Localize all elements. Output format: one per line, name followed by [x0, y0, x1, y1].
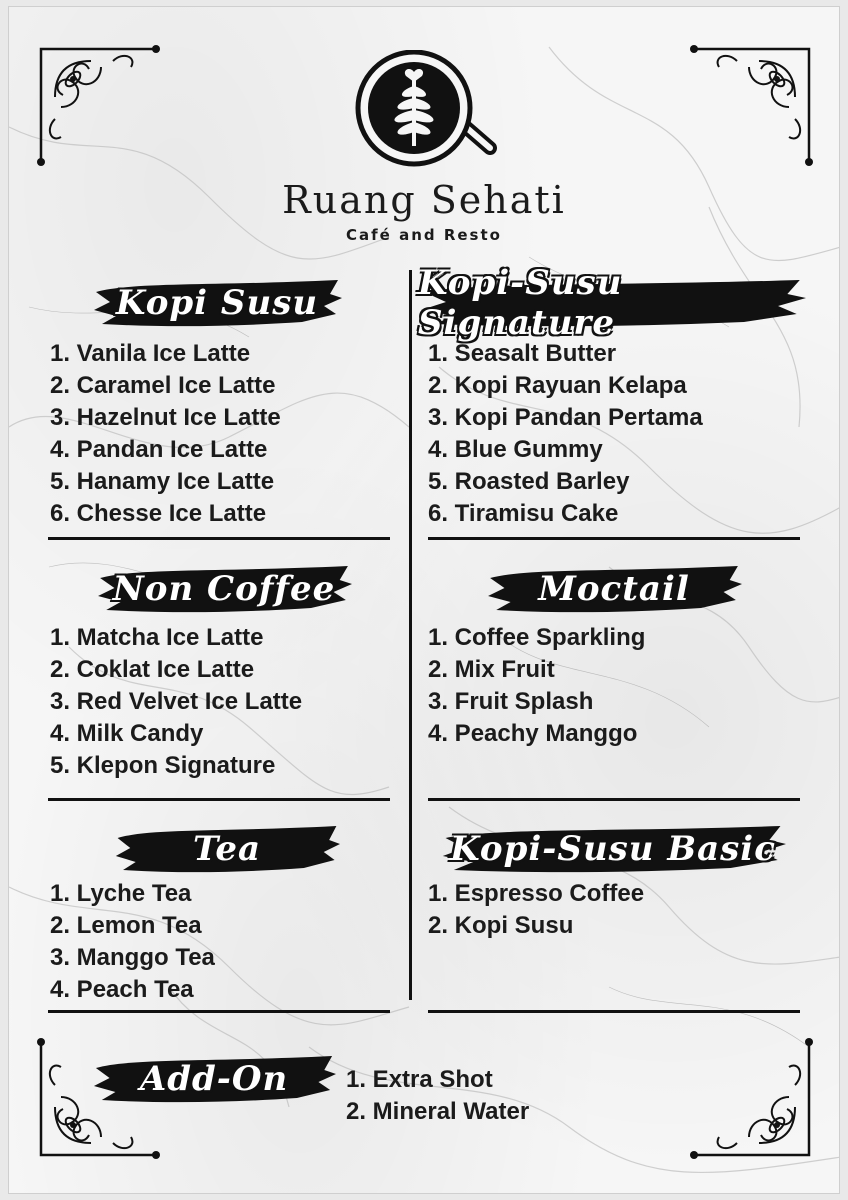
- list-item: 1. Espresso Coffee: [428, 880, 645, 907]
- section-banner-non-coffee: [96, 558, 352, 620]
- section-title: Add-On: [139, 1059, 289, 1099]
- list-item: 2. Kopi Rayuan Kelapa: [428, 372, 687, 399]
- list-item: 3. Hazelnut Ice Latte: [50, 404, 281, 431]
- section-banner-kopi-susu-basic: [440, 818, 786, 880]
- section-banner-tea: [114, 818, 340, 880]
- list-item: 4. Milk Candy: [50, 720, 204, 747]
- divider-right-3: [428, 1010, 800, 1013]
- list-item: 2. Lemon Tea: [50, 912, 202, 939]
- section-banner-kopi-susu: [92, 272, 342, 334]
- section-banner-add-on: [92, 1048, 336, 1110]
- corner-flourish-top-right: [689, 37, 819, 167]
- section-title: Kopi-Susu Signature: [418, 263, 623, 343]
- brand-name: Ruang Sehati: [282, 178, 566, 222]
- divider-right-1: [428, 537, 800, 540]
- section-title: Moctail: [538, 569, 690, 609]
- flourish-corner-icon: [689, 37, 819, 167]
- list-item: 1. Lyche Tea: [50, 880, 192, 907]
- center-divider: [409, 270, 412, 1000]
- list-non-coffee: [50, 622, 302, 782]
- section-title: Kopi-Susu Basic: [450, 829, 776, 869]
- list-item: 6. Tiramisu Cake: [428, 500, 619, 527]
- section-banner-moctail: [486, 558, 742, 620]
- list-moctail: [428, 622, 645, 750]
- latte-art-cup-icon: [348, 50, 498, 170]
- list-item: 4. Blue Gummy: [428, 436, 603, 463]
- list-item: 4. Pandan Ice Latte: [50, 436, 268, 463]
- list-item: 4. Peach Tea: [50, 976, 194, 1003]
- list-item: 2. Mineral Water: [346, 1098, 530, 1125]
- list-item: 2. Mix Fruit: [428, 656, 555, 683]
- divider-left-2: [48, 798, 390, 801]
- list-tea: [50, 878, 215, 1006]
- list-item: 3. Red Velvet Ice Latte: [50, 688, 303, 715]
- list-item: 5. Klepon Signature: [50, 752, 276, 779]
- list-item: 3. Manggo Tea: [50, 944, 215, 971]
- divider-left-1: [48, 537, 390, 540]
- flourish-corner-icon: [31, 37, 161, 167]
- list-kopi-susu-signature: [428, 338, 703, 530]
- list-item: 2. Caramel Ice Latte: [50, 372, 276, 399]
- section-title: Kopi Susu: [115, 283, 319, 323]
- list-item: 2. Kopi Susu: [428, 912, 574, 939]
- corner-flourish-top-left: [31, 37, 161, 167]
- flourish-corner-icon: [689, 1037, 819, 1167]
- list-kopi-susu: [50, 338, 281, 530]
- list-add-on: [346, 1064, 529, 1128]
- brand-logo: [348, 50, 498, 170]
- section-title: Non Coffee: [112, 569, 336, 609]
- list-item: 2. Coklat Ice Latte: [50, 656, 255, 683]
- list-item: 1. Matcha Ice Latte: [50, 624, 264, 651]
- section-banner-kopi-susu-signature: [418, 263, 806, 343]
- list-item: 1. Coffee Sparkling: [428, 624, 646, 651]
- list-item: 5. Roasted Barley: [428, 468, 630, 495]
- list-item: 1. Extra Shot: [346, 1066, 493, 1093]
- list-item: 3. Fruit Splash: [428, 688, 594, 715]
- list-item: 3. Kopi Pandan Pertama: [428, 404, 703, 431]
- divider-right-2: [428, 798, 800, 801]
- list-item: 1. Vanila Ice Latte: [50, 340, 251, 367]
- list-item: 1. Seasalt Butter: [428, 340, 617, 367]
- brand-subtitle: Café and Resto: [346, 226, 502, 244]
- list-item: 4. Peachy Manggo: [428, 720, 638, 747]
- list-item: 6. Chesse Ice Latte: [50, 500, 267, 527]
- section-title: Tea: [192, 829, 262, 869]
- corner-flourish-bottom-right: [689, 1037, 819, 1167]
- list-kopi-susu-basic: [428, 878, 644, 942]
- list-item: 5. Hanamy Ice Latte: [50, 468, 275, 495]
- divider-left-3: [48, 1010, 390, 1013]
